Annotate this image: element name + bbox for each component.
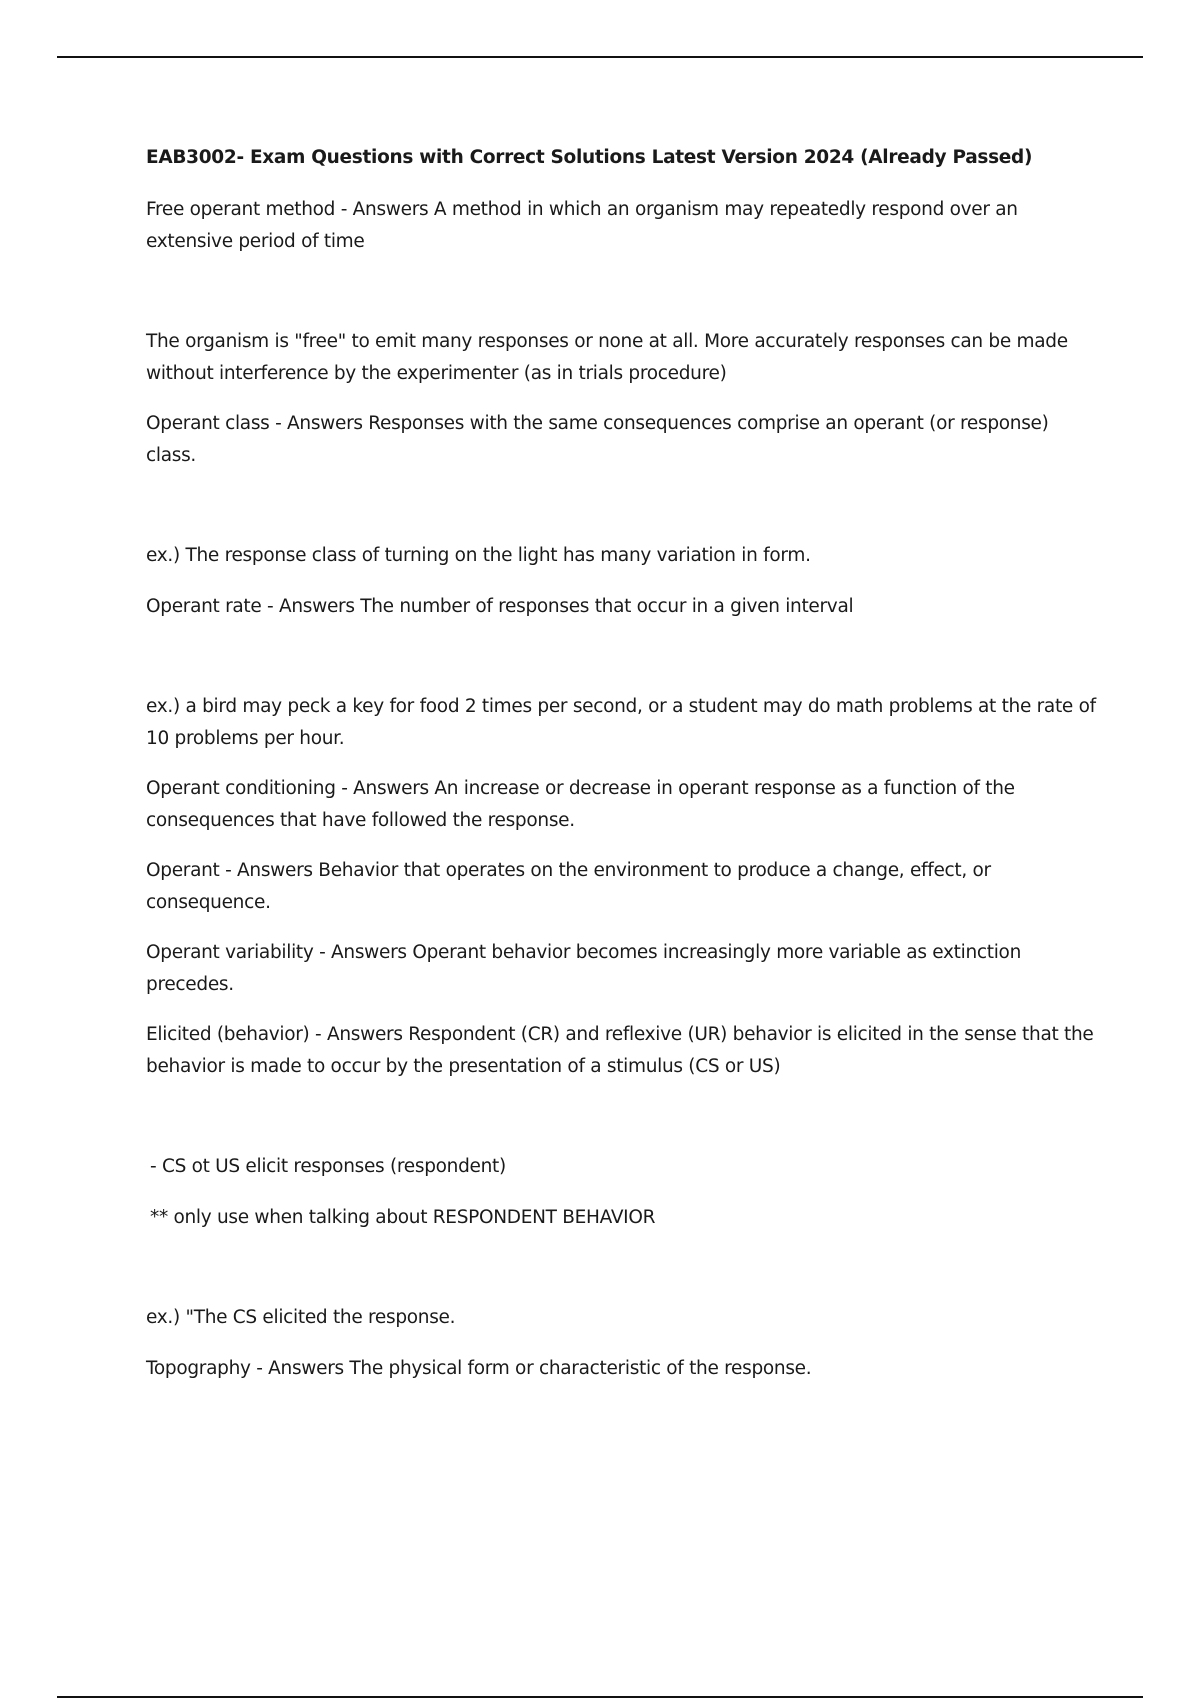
paragraph-free-operant-method: Free operant method - Answers A method in which an organism may repeatedly respond over an extensive period of time (146, 199, 1024, 252)
paragraph-free-operant-detail: The organism is "free" to emit many responses or none at all. More accurately responses can be made without interference by the experimenter (as in trials procedure) (146, 331, 1074, 384)
document-body (146, 143, 1102, 1403)
paragraph-topography: Topography - Answers The physical form or characteristic of the response. (146, 1357, 812, 1379)
paragraph-elicited-behavior: Elicited (behavior) - Answers Respondent (CR) and reflexive (UR) behavior is elicited in the sense that the behavior is made to occur by the presentation of a stimulus (CS or US) (146, 1024, 1100, 1077)
paragraph-elicited-example: ex.) "The CS elicited the response. (146, 1307, 456, 1328)
document-title: EAB3002- Exam Questions with Correct Solutions Latest Version 2024 (Already Passed) (146, 147, 1033, 168)
footer-rule (57, 1696, 1143, 1698)
paragraph-operant-conditioning: Operant conditioning - Answers An increase or decrease in operant response as a function of the consequences that have followed the response. (146, 778, 1021, 831)
paragraph-operant-class-example: ex.) The response class of turning on the light has many variation in form. (146, 545, 811, 566)
paragraph-respondent-note: ** only use when talking about RESPONDENT BEHAVIOR (150, 1206, 656, 1228)
paragraph-operant-class: Operant class - Answers Responses with the same consequences comprise an operant (or response) class. (146, 413, 1055, 466)
header-rule (57, 56, 1143, 58)
paragraph-elicit-note: - CS ot US elicit responses (respondent) (150, 1156, 506, 1177)
paragraph-operant: Operant - Answers Behavior that operates on the environment to produce a change, effect, or consequence. (146, 860, 997, 913)
paragraph-operant-variability: Operant variability - Answers Operant behavior becomes increasingly more variable as extinction precedes. (146, 942, 1027, 995)
paragraph-operant-rate-example: ex.) a bird may peck a key for food 2 times per second, or a student may do math problems at the rate of 10 problems per hour. (146, 696, 1102, 749)
paragraph-operant-rate: Operant rate - Answers The number of responses that occur in a given interval (146, 595, 854, 617)
